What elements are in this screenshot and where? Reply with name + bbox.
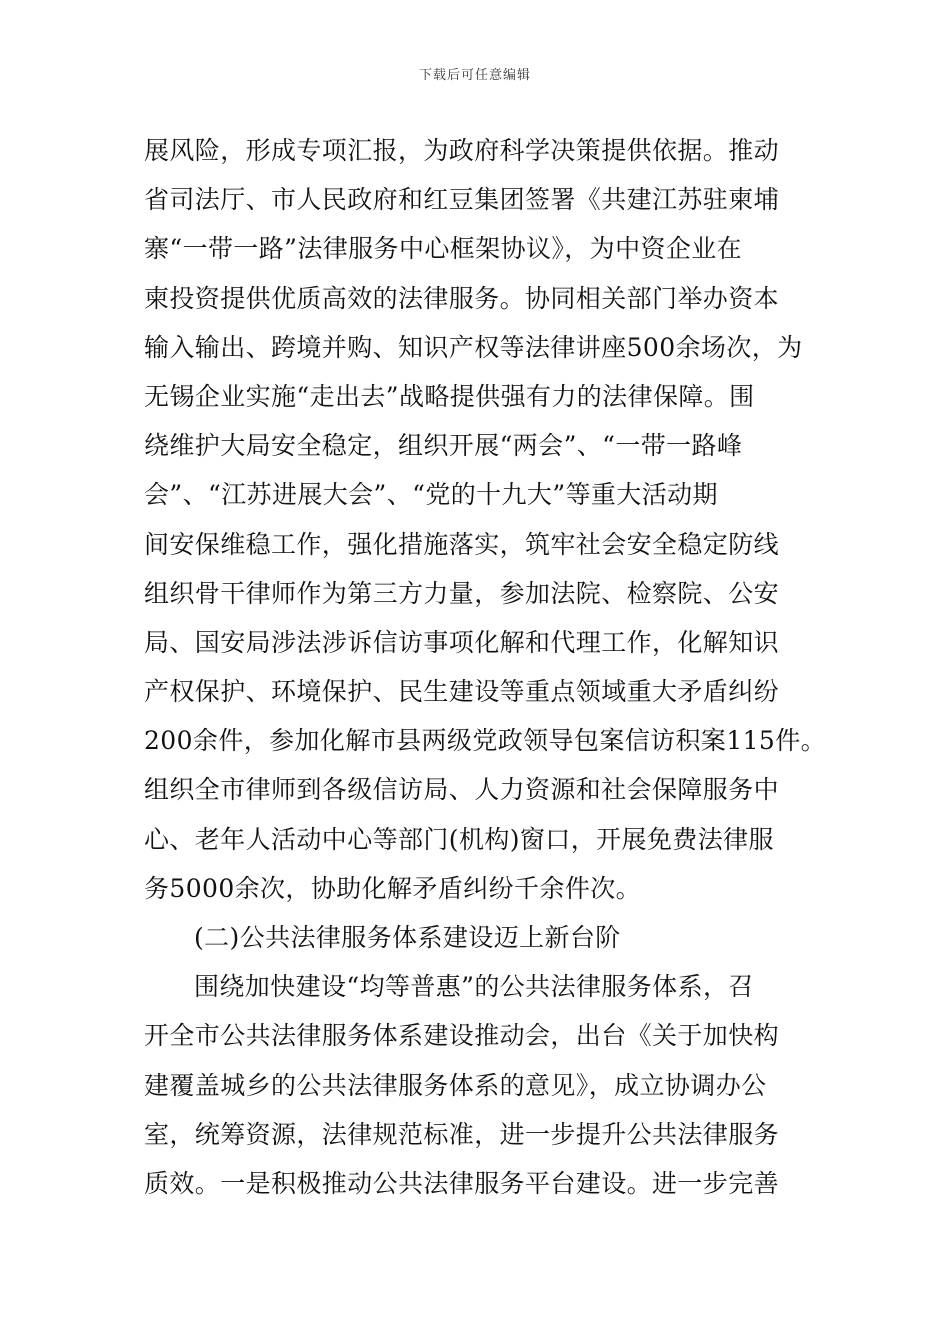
- text-line: 输入输出、跨境并购、知识产权等法律讲座500余场次，为: [144, 332, 803, 362]
- text-line: 无锡企业实施“走出去”战略提供强有力的法律保障。围: [144, 381, 755, 411]
- text-line: 务5000余次，协助化解矛盾纠纷千余件次。: [144, 873, 642, 903]
- text-line: 展风险，形成专项汇报，为政府科学决策提供依据。推动: [144, 136, 780, 165]
- section-heading: (二)公共法律服务体系建设迈上新台阶: [194, 923, 621, 952]
- text-line: 柬投资提供优质高效的法律服务。协同相关部门举办资本: [144, 283, 780, 313]
- text-line: 寨“一带一路”法律服务中心框架协议》，为中资企业在: [144, 234, 743, 264]
- page-header: 下载后可任意编辑: [418, 68, 531, 83]
- text-line: 省司法厅、市人民政府和红豆集团签署《共建江苏驻柬埔: [144, 185, 780, 215]
- text-line: 开全市公共法律服务体系建设推动会，出台《关于加快构: [144, 1021, 780, 1051]
- text-line: 心、老年人活动中心等部门(机构)窗口，开展免费法律服: [144, 824, 774, 854]
- text-line: 组织全市律师到各级信访局、人力资源和社会保障服务中: [144, 775, 780, 805]
- text-line: 间安保维稳工作，强化措施落实，筑牢社会安全稳定防线: [144, 529, 780, 559]
- text-line: 200余件，参加化解市县两级党政领导包案信访积案115件。: [144, 726, 827, 756]
- text-line: 绕维护大局安全稳定，组织开展“两会”、“一带一路峰: [144, 431, 743, 461]
- text-line: 产权保护、环境保护、民生建设等重点领域重大矛盾纠纷: [144, 677, 780, 707]
- text-line: 室，统筹资源，法律规范标准，进一步提升公共法律服务: [144, 1119, 780, 1149]
- text-line: 局、国安局涉法涉诉信访事项化解和代理工作，化解知识: [144, 627, 780, 657]
- text-line: 组织骨干律师作为第三方力量，参加法院、检察院、公安: [144, 578, 780, 608]
- paragraph-start-line: 围绕加快建设“均等普惠”的公共法律服务体系，召: [194, 972, 754, 1002]
- document-body: [144, 126, 827, 1208]
- text-line: 会”、“江苏进展大会”、“党的十九大”等重大活动期: [144, 480, 718, 510]
- text-line: 建覆盖城乡的公共法律服务体系的意见》，成立协调办公: [144, 1070, 767, 1100]
- text-line: 质效。一是积极推动公共法律服务平台建设。进一步完善: [144, 1168, 780, 1198]
